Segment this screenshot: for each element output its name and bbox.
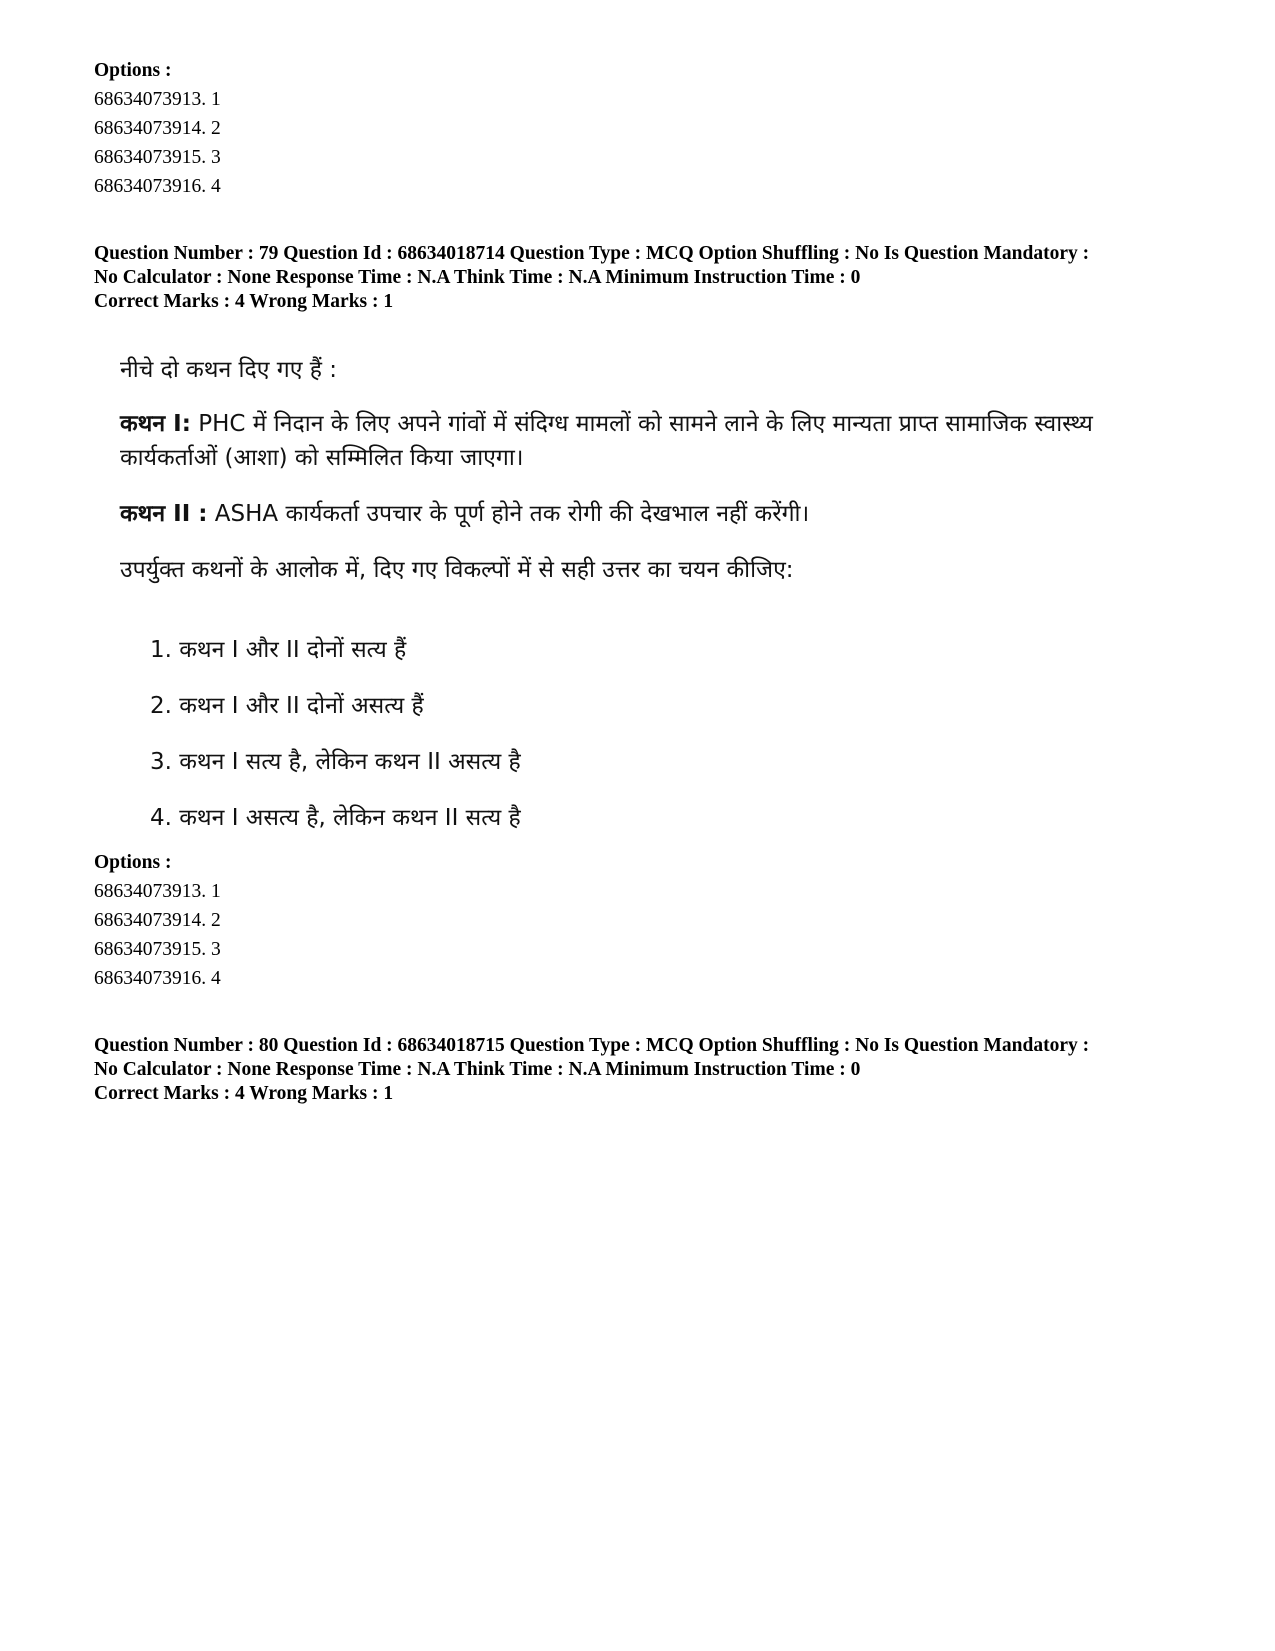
answer-choice: 1. कथन I और II दोनों सत्य हैं (150, 637, 407, 663)
options-heading: Options : (94, 60, 172, 81)
option-item: 68634073916. 4 (94, 968, 221, 989)
question-marks: Correct Marks : 4 Wrong Marks : 1 (94, 1083, 394, 1104)
option-item: 68634073914. 2 (94, 118, 221, 139)
options-heading: Options : (94, 852, 172, 873)
statement-2-label: कथन II : (120, 501, 208, 527)
question-meta-line: Question Number : 80 Question Id : 68634018715 Question Type : MCQ Option Shuffling : No Is Question Mandatory : (94, 1035, 1090, 1056)
question-80-header (94, 1034, 1204, 1106)
question-79-header (94, 242, 1204, 314)
answer-choice: 3. कथन I सत्य है, लेकिन कथन II असत्य है (150, 749, 521, 775)
answer-choice: 2. कथन I और II दोनों असत्य हैं (150, 693, 424, 719)
question-meta-line: Question Number : 79 Question Id : 68634018714 Question Type : MCQ Option Shuffling : No Is Question Mandatory : (94, 243, 1090, 264)
statement-1 (120, 406, 1190, 438)
statement-2 (120, 496, 1190, 528)
options-block-top (94, 56, 1204, 201)
statement-1-label: कथन I: (120, 411, 191, 437)
question-instruction: उपर्युक्त कथनों के आलोक में, दिए गए विकल्पों में से सही उत्तर का चयन कीजिए: (120, 557, 794, 583)
option-item: 68634073913. 1 (94, 881, 221, 902)
statement-2-text: ASHA कार्यकर्ता उपचार के पूर्ण होने तक रोगी की देखभाल नहीं करेंगी। (207, 501, 810, 527)
answer-choice: 4. कथन I असत्य है, लेकिन कथन II सत्य है (150, 805, 521, 831)
question-meta-line: No Calculator : None Response Time : N.A Think Time : N.A Minimum Instruction Time : 0 (94, 267, 861, 288)
statement-1-text: PHC में निदान के लिए अपने गांवों में संदिग्ध मामलों को सामने लाने के लिए मान्यता प्राप्त सामाजिक स्वास्थ्य (190, 411, 1093, 437)
question-marks: Correct Marks : 4 Wrong Marks : 1 (94, 291, 394, 312)
question-intro: नीचे दो कथन दिए गए हैं : (120, 357, 338, 383)
question-meta-line: No Calculator : None Response Time : N.A Think Time : N.A Minimum Instruction Time : 0 (94, 1059, 861, 1080)
option-item: 68634073913. 1 (94, 89, 221, 110)
statement-1-continued: कार्यकर्ताओं (आशा) को सम्मिलित किया जाएगा। (120, 445, 524, 471)
option-item: 68634073915. 3 (94, 939, 221, 960)
option-item: 68634073915. 3 (94, 147, 221, 168)
option-item: 68634073914. 2 (94, 910, 221, 931)
question-79-options (94, 848, 1204, 993)
option-item: 68634073916. 4 (94, 176, 221, 197)
